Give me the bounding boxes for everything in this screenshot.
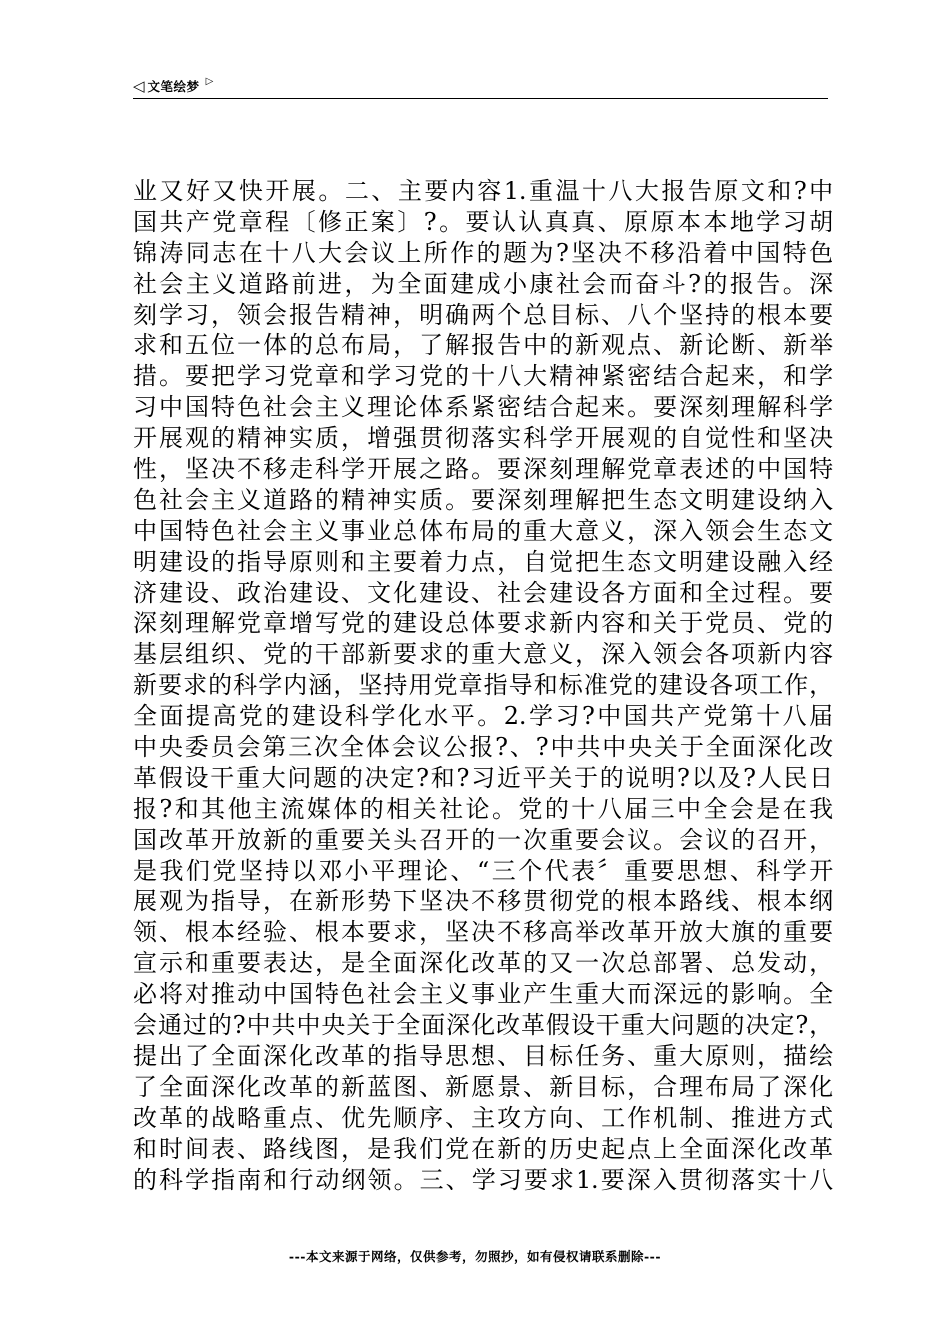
- body-line: 习中国特色社会主义理论体系紧密结合起来。要深刻理解科学: [133, 393, 833, 422]
- body-line: 领、根本经验、根本要求，坚决不移高举改革开放大旗的重要: [133, 918, 833, 947]
- body-line: 报?和其他主流媒体的相关社论。党的十八届三中全会是在我: [133, 794, 833, 823]
- body-line: 是我们党坚持以邓小平理论、“三个代表〞重要思想、科学开: [133, 856, 833, 885]
- body-line: 性，坚决不移走科学开展之路。要深刻理解党章表述的中国特: [133, 455, 833, 484]
- body-line: 国共产党章程〔修正案〕?。要认认真真、原原本本地学习胡: [133, 207, 833, 236]
- body-line: 刻学习，领会报告精神，明确两个总目标、八个坚持的根本要: [133, 300, 833, 329]
- body-line: 展观为指导，在新形势下坚决不移贯彻党的根本路线、根本纲: [133, 887, 833, 916]
- body-line: 的科学指南和行动纲领。三、学习要求1.要深入贯彻落实十八: [133, 1165, 833, 1194]
- body-line: 中央委员会第三次全体会议公报?、?中共中央关于全面深化改: [133, 733, 833, 762]
- body-line: 明建设的指导原则和主要着力点，自觉把生态文明建设融入经: [133, 547, 833, 576]
- body-line: 基层组织、党的干部新要求的重大意义，深入领会各项新内容: [133, 640, 833, 669]
- body-line: 深刻理解党章增写党的建设总体要求新内容和关于党员、党的: [133, 609, 833, 638]
- body-line: 求和五位一体的总布局，了解报告中的新观点、新论断、新举: [133, 331, 833, 360]
- body-line: 业又好又快开展。二、主要内容1.重温十八大报告原文和?中: [133, 177, 833, 205]
- body-line: 会通过的?中共中央关于全面深化改革假设干重大问题的决定?，: [133, 1011, 833, 1040]
- document-body: [133, 176, 833, 1195]
- body-line: 必将对推动中国特色社会主义事业产生重大而深远的影响。全: [133, 980, 833, 1009]
- body-line: 革假设干重大问题的决定?和?习近平关于的说明?以及?人民日: [133, 763, 833, 792]
- body-line: 了全面深化改革的新蓝图、新愿景、新目标，合理布局了深化: [133, 1072, 833, 1101]
- body-line: 提出了全面深化改革的指导思想、目标任务、重大原则，描绘: [133, 1041, 833, 1070]
- body-line: 锦涛同志在十八大会议上所作的题为?坚决不移沿着中国特色: [133, 238, 833, 267]
- body-line: 开展观的精神实质，增强贯彻落实科学开展观的自觉性和坚决: [133, 424, 833, 453]
- body-line: 社会主义道路前进，为全面建成小康社会而奋斗?的报告。深: [133, 269, 833, 298]
- body-line: 新要求的科学内涵，坚持用党章指导和标准党的建设各项工作，: [133, 671, 833, 700]
- body-line: 济建设、政治建设、文化建设、社会建设各方面和全过程。要: [133, 578, 833, 607]
- left-triangle-icon: ◁: [133, 76, 145, 95]
- body-line: 措。要把学习党章和学习党的十八大精神紧密结合起来，和学: [133, 362, 833, 391]
- body-line: 中国特色社会主义事业总体布局的重大意义，深入领会生态文: [133, 516, 833, 545]
- page-footer: ---本文来源于网络，仅供参考，勿照抄，如有侵权请联系删除---: [288, 1249, 662, 1264]
- body-line: 国改革开放新的重要关头召开的一次重要会议。会议的召开，: [133, 825, 833, 854]
- header-brand: 文笔绘梦: [147, 79, 200, 94]
- page-header: [133, 74, 828, 99]
- body-line: 色社会主义道路的精神实质。要深刻理解把生态文明建设纳入: [133, 485, 833, 514]
- body-line: 全面提高党的建设科学化水平。2.学习?中国共产党第十八届: [133, 702, 833, 731]
- body-line: 和时间表、路线图，是我们党在新的历史起点上全面深化改革: [133, 1134, 833, 1163]
- body-line: 宣示和重要表达，是全面深化改革的又一次总部署、总发动，: [133, 949, 833, 978]
- right-triangle-icon: ▷: [205, 76, 214, 87]
- body-line: 改革的战略重点、优先顺序、主攻方向、工作机制、推进方式: [133, 1103, 833, 1132]
